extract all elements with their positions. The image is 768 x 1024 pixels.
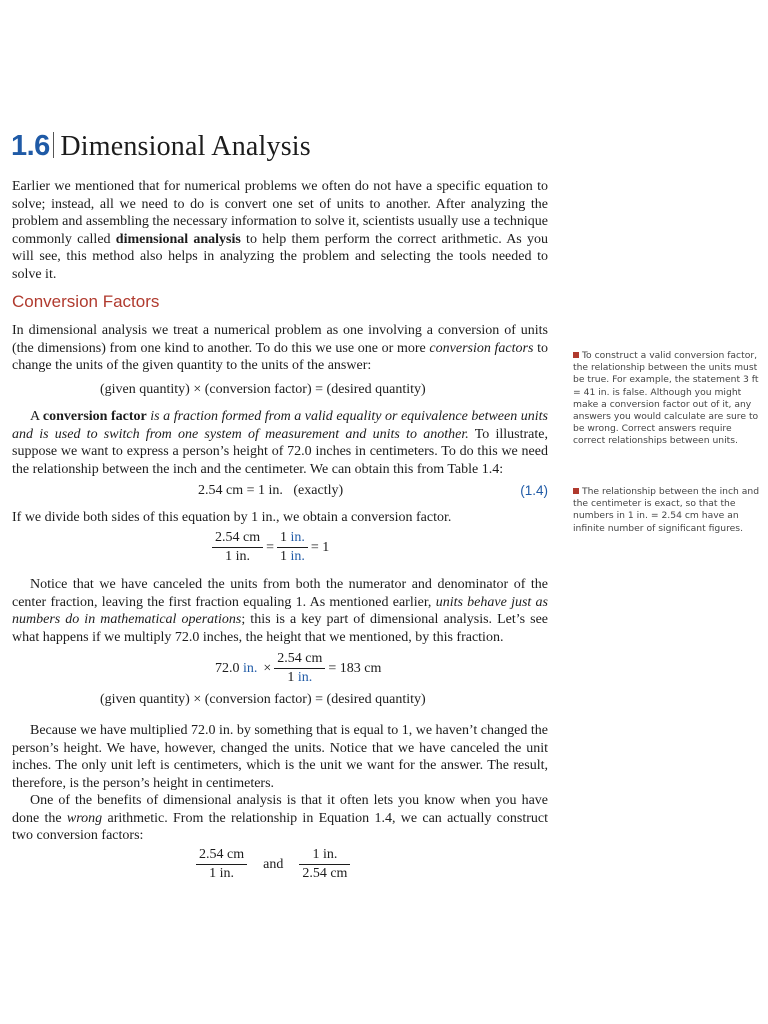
red-square-bullet-icon [573,352,579,358]
relation-equation: (given quantity) × (conversion factor) = (desired quantity) [100,382,426,397]
section-number: 1.6 [11,130,50,162]
intro-paragraph: Earlier we mentioned that for numerical problems we often do not have a specific equation to solve; instead, all we need to do is convert one set of units to another. After analyzing the problem and assembling the necessary information to solve it, scientists usually use a technique commonly called dimensional analysis to help them perform the correct arithmetic. As you will see, this method also helps in analyzing the problem and selecting the tools needed to solve it. [12,179,548,282]
sidenote-exact-relationship: The relationship between the inch and the centimeter is exact, so that the numbers in 1 in. = 2.54 cm have an infinite number of significant figures. [573,486,760,534]
two-conversion-factors: $\frac{2.54 cm}{1 in.}$ and $\frac{1 in.}{2.54 cm}$ [196,847,350,882]
result-paragraph-block [12,722,548,792]
result-paragraph: Because we have multiplied 72.0 in. by something that is equal to 1, we haven’t changed the person’s height. We have, however, changed the units. Notice that we have canceled the unit inches. The only unit left is centimeters, which is the unit we want for the answer. The result, therefore, is the person’s height in centimeters. [12,723,548,791]
conversion-paragraph: In dimensional analysis we treat a numerical problem as one involving a conversion of units (the dimensions) from one kind to another. To do this we use one or more conversion factors to change the units of the given quantity to the units of the answer: [12,323,548,374]
heading-divider [53,132,55,158]
cancel-paragraph-block [12,576,548,646]
benefits-paragraph: One of the benefits of dimensional analysis is that it often lets you know when you have done the wrong arithmetic. From the relationship in Equation 1.4, we can actually construct two conversion factors: [12,793,548,844]
definition-paragraph-block [12,408,548,478]
relation-equation-repeat: (given quantity) × (conversion factor) = (desired quantity) [100,692,426,707]
conversion-paragraph-block [12,322,548,375]
equation-1-4: 2.54 cm = 1 in. (exactly) [198,483,344,498]
divide-paragraph: If we divide both sides of this equation by 1 in., we obtain a conversion factor. [12,510,452,525]
definition-paragraph: A conversion factor is a fraction formed from a valid equality or equivalence between units and is used to switch from one system of measurement and units to another. To illustrate, suppose we want to express a person’s height of 72.0 inches in centimeters. To do this we need the relationship between the inch and the centimeter. We can obtain this from Table 1.4: [12,409,549,477]
conversion-factor-equation: $\frac{2.54 cm}{1 in.}$ = $\frac{1 in.}{1 in.}$ = 1 [212,530,332,565]
cancel-paragraph: Notice that we have canceled the units from both the numerator and denominator of the center fraction, leaving the first fraction equaling 1. As mentioned earlier, units behave just as numbers do in mathematical operations; this is a key part of dimensional analysis. Let’s see what happens if we multiply 72.0 inches, the height that we mentioned, by this fraction. [12,577,548,645]
fraction-cm-per-in: $\frac{2.54 cm}{1 in.}$ [274,651,325,686]
fraction-cm-per-in: $\frac{2.54 cm}{1 in.}$ [196,847,247,882]
section-heading [11,130,311,163]
calculation-equation: 72.0 in. × $\frac{2.54 cm}{1 in.}$ = 183 cm [215,651,382,685]
section-title: Dimensional Analysis [60,131,311,162]
benefits-paragraph-block [12,792,548,845]
sidenote-valid-conversion: To construct a valid conversion factor, the relationship between the units must be true. For example, the statement 3 ft = 41 in. is false. Although you might make a conversion factor out of it, any answers you would calculate are sure to be wrong. Correct answers require correct relationships between units. [573,350,759,447]
fraction-cm-per-in: $\frac{2.54 cm}{1 in.}$ [212,530,263,565]
subheading-conversion-factors: Conversion Factors [12,292,160,311]
intro-paragraph-block [12,178,548,284]
equation-number: (1.4) [520,483,548,498]
fraction-canceled-units: $\frac{1 in.}{1 in.}$ [277,530,308,565]
divide-paragraph-block [12,509,548,527]
red-square-bullet-icon [573,488,579,494]
fraction-in-per-cm: $\frac{1 in.}{2.54 cm}$ [299,847,350,882]
